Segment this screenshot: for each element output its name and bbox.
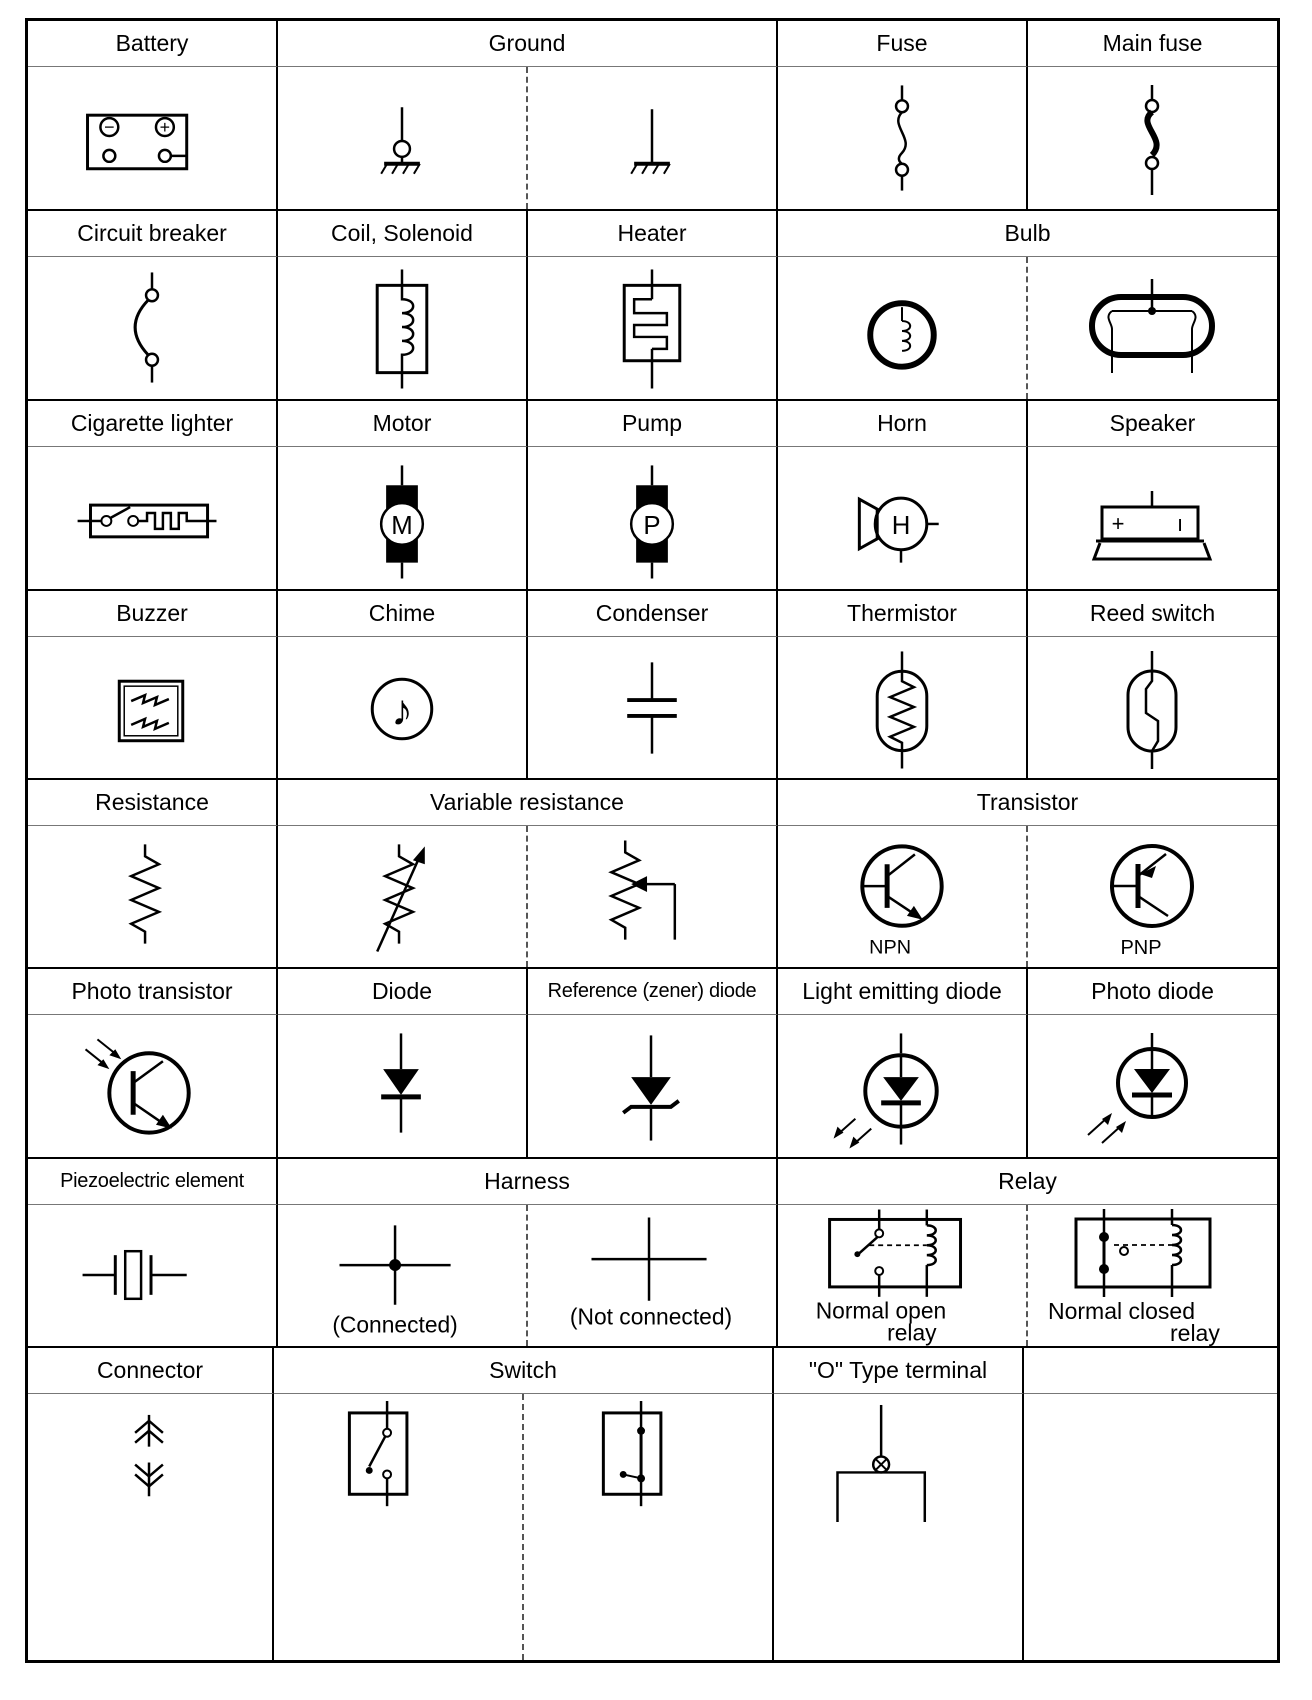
header-diode: Diode: [278, 969, 528, 1015]
header-fuse: Fuse: [778, 21, 1028, 67]
ground-symbol-1: [278, 67, 528, 209]
header-pump: Pump: [528, 401, 778, 447]
connected-caption: (Connected): [332, 1311, 458, 1338]
main-fuse-symbol: [1028, 67, 1277, 209]
fuse-symbol: [778, 67, 1028, 209]
header-buzzer: Buzzer: [28, 591, 278, 637]
motor-glyph: M: [391, 511, 413, 540]
coil-solenoid-symbol: [278, 257, 528, 399]
transistor-npn-symbol: [778, 826, 1028, 967]
header-horn: Horn: [778, 401, 1028, 447]
header-ground: Ground: [278, 21, 778, 67]
o-type-terminal-symbol: [774, 1394, 1024, 1660]
variable-resistance-symbol-1: [278, 826, 528, 967]
battery-minus-glyph: −: [104, 117, 115, 138]
speaker-plus-glyph: +: [1111, 511, 1125, 536]
switch-open-symbol: [274, 1394, 524, 1660]
connector-symbol: [28, 1394, 274, 1660]
header-photo-diode: Photo diode: [1028, 969, 1277, 1015]
header-led: Light emitting diode: [778, 969, 1028, 1015]
resistance-symbol: [28, 826, 278, 967]
header-empty: [1024, 1348, 1277, 1394]
switch-closed-symbol: [524, 1394, 774, 1660]
note-icon: ♪: [391, 685, 413, 735]
motor-symbol: [278, 447, 528, 589]
ground-symbol-2: [528, 67, 778, 209]
header-zener-diode: Reference (zener) diode: [528, 969, 778, 1015]
electrical-symbol-table: [25, 18, 1280, 1663]
header-chime: Chime: [278, 591, 528, 637]
pnp-caption: PNP: [1120, 937, 1162, 959]
header-resistance: Resistance: [28, 780, 278, 826]
speaker-symbol: [1028, 447, 1277, 589]
header-thermistor: Thermistor: [778, 591, 1028, 637]
normal-closed-caption-2: relay: [1170, 1320, 1220, 1346]
bulb-symbol-2: [1028, 257, 1277, 399]
thermistor-symbol: [778, 637, 1028, 778]
piezoelectric-symbol: [28, 1205, 278, 1346]
harness-connected-symbol: [278, 1205, 528, 1346]
speaker-minus-glyph: ı: [1176, 511, 1184, 536]
header-switch: Switch: [274, 1348, 774, 1394]
header-battery: Battery: [28, 21, 278, 67]
battery-plus-glyph: +: [159, 117, 171, 138]
reed-switch-symbol: [1028, 637, 1277, 778]
relay-normal-closed-symbol: [1028, 1205, 1277, 1346]
header-motor: Motor: [278, 401, 528, 447]
relay-normal-open-symbol: [778, 1205, 1028, 1346]
cigarette-lighter-symbol: [28, 447, 278, 589]
variable-resistance-symbol-2: [528, 826, 778, 967]
header-transistor: Transistor: [778, 780, 1277, 826]
circuit-breaker-symbol: [28, 257, 278, 399]
header-bulb: Bulb: [778, 211, 1277, 257]
header-variable-resistance: Variable resistance: [278, 780, 778, 826]
battery-symbol: [28, 67, 278, 209]
npn-caption: NPN: [869, 936, 912, 959]
photo-transistor-symbol: [28, 1015, 278, 1157]
header-harness: Harness: [278, 1159, 778, 1205]
normal-open-caption-1: Normal open: [815, 1297, 947, 1324]
header-reed-switch: Reed switch: [1028, 591, 1277, 637]
chime-symbol: [278, 637, 528, 778]
horn-glyph: H: [891, 511, 911, 540]
header-coil-solenoid: Coil, Solenoid: [278, 211, 528, 257]
header-relay: Relay: [778, 1159, 1277, 1205]
header-photo-transistor: Photo transistor: [28, 969, 278, 1015]
condenser-symbol: [528, 637, 778, 778]
header-condenser: Condenser: [528, 591, 778, 637]
header-circuit-breaker: Circuit breaker: [28, 211, 278, 257]
empty-cell: [1024, 1394, 1277, 1660]
heater-symbol: [528, 257, 778, 399]
normal-open-caption-2: relay: [887, 1319, 937, 1346]
header-main-fuse: Main fuse: [1028, 21, 1277, 67]
normal-closed-caption-1: Normal closed: [1048, 1298, 1195, 1324]
harness-not-connected-symbol: [528, 1205, 778, 1346]
header-o-type-terminal: "O" Type terminal: [774, 1348, 1024, 1394]
buzzer-symbol: [28, 637, 278, 778]
header-cigarette-lighter: Cigarette lighter: [28, 401, 278, 447]
pump-symbol: [528, 447, 778, 589]
pump-glyph: P: [643, 511, 661, 540]
horn-symbol: [778, 447, 1028, 589]
diode-symbol: [278, 1015, 528, 1157]
zener-diode-symbol: [528, 1015, 778, 1157]
header-speaker: Speaker: [1028, 401, 1277, 447]
photo-diode-symbol: [1028, 1015, 1277, 1157]
header-piezoelectric: Piezoelectric element: [28, 1159, 278, 1205]
not-connected-caption: (Not connected): [569, 1303, 733, 1330]
header-heater: Heater: [528, 211, 778, 257]
led-symbol: [778, 1015, 1028, 1157]
header-connector: Connector: [28, 1348, 274, 1394]
bulb-symbol-1: [778, 257, 1028, 399]
transistor-pnp-symbol: [1028, 826, 1277, 967]
